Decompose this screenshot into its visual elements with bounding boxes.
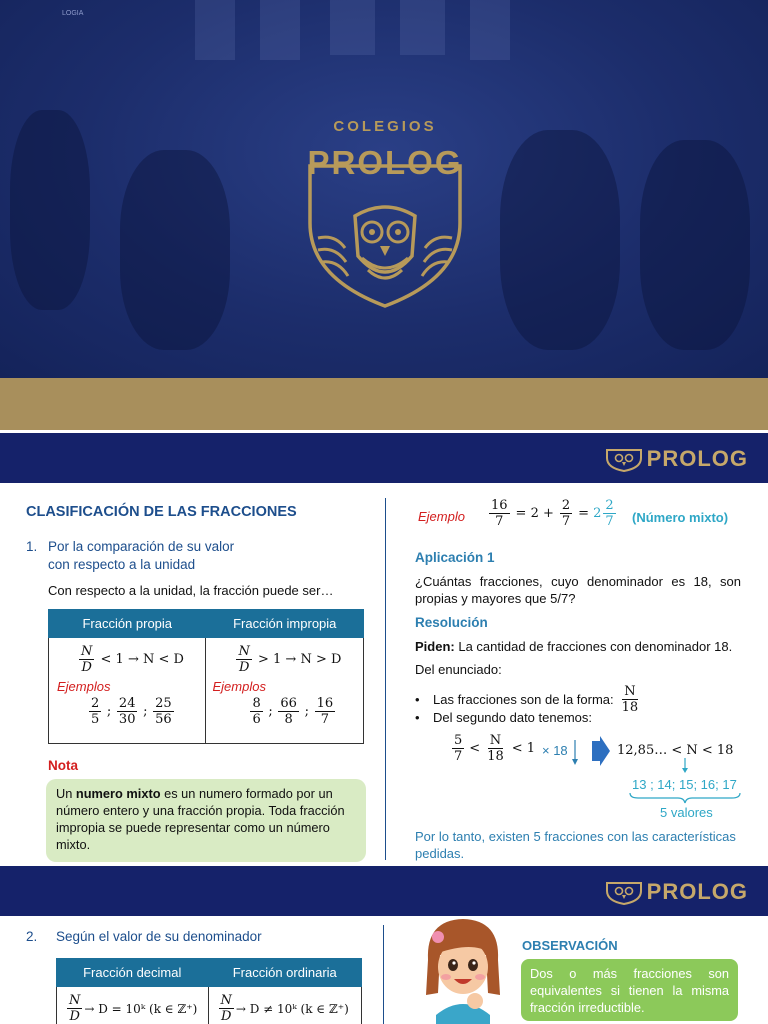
intro-text: Con respecto a la unidad, la fracción puede ser… [48, 583, 334, 598]
col-header-decimal: Fracción decimal [57, 959, 209, 987]
subsection-title-line2: con respecto a la unidad [48, 557, 196, 572]
brand-top-text: COLEGIOS [333, 118, 437, 135]
fraction-type-table [48, 609, 364, 744]
fraction-2-7: $\frac{2}{7}$ [561, 498, 571, 529]
small-down-arrow-icon [680, 758, 690, 774]
example-fraction: $\frac{66}{8}$ [280, 696, 297, 727]
example-fraction: $\frac{2}{5}$ [91, 696, 100, 727]
nota-box [46, 779, 366, 862]
background-figure [120, 150, 230, 350]
tiny-sign: LOGIA [62, 10, 84, 17]
multiply-by-18: × 18 [542, 743, 568, 758]
bullet-forma: • Las fracciones son de la forma: N 18 [415, 684, 639, 715]
background-figure [500, 130, 620, 350]
aplicacion-title: Aplicación 1 [415, 550, 495, 565]
denominator-table [56, 958, 362, 1024]
girl-illustration-icon [418, 915, 508, 1024]
nota-text: Un numero mixto es un numero formado por un número entero y una fracción propia. Toda fracción impropia se puede representar como un número mixto. [56, 786, 345, 852]
section2-title: Según el valor de su denominador [56, 929, 262, 944]
inequality: 5 7 < N 18 < 1 [454, 733, 536, 764]
brand-text: PROLOG [646, 879, 748, 904]
fraction-2-7-teal: 2 7 [605, 498, 614, 529]
values-count: 5 valores [660, 805, 713, 820]
observacion-text: Dos o más fracciones son equivalentes si tienen la misma fracción irreductible. [530, 966, 729, 1015]
rule-ordinaria: N D → D ≠ 10ᵏ (k ∈ ℤ⁺) [220, 993, 349, 1024]
rule-propia: $\frac{N}{D}$ < 1 → N < D [81, 644, 184, 675]
brand-text: PROLOG [646, 446, 748, 471]
resolucion-title: Resolución [415, 615, 488, 630]
cell-impropia [206, 638, 364, 744]
fraction-n-d: N D [220, 993, 232, 1024]
gold-band [0, 378, 768, 430]
ejemplos-label: Ejemplos [57, 679, 111, 694]
background-window [195, 0, 235, 60]
del-enunciado: Del enunciado: [415, 662, 502, 677]
observacion-label: OBSERVACIÓN [522, 938, 618, 953]
mixed-number-example: $\frac{16}{7}$ = 2 + $\frac{2}{7}$ = 2 2 7 [491, 498, 614, 529]
background-window [330, 0, 375, 55]
example-fraction: $\frac{24}{30}$ [118, 696, 136, 727]
cell-propia [49, 638, 206, 744]
section2-number: 2. [26, 929, 38, 944]
colegios-prolog-logo [300, 118, 470, 308]
brand-main-text: PROLOG [307, 144, 463, 181]
rule-decimal: N D → D = 10ᵏ (k ∈ ℤ⁺) [69, 993, 198, 1024]
example-fraction: $\frac{16}{7}$ [316, 696, 334, 727]
fraction-n-18: N 18 [487, 733, 504, 764]
background-window [400, 0, 445, 55]
section-title: CLASIFICACIÓN DE LAS FRACCIONES [26, 504, 297, 520]
owl-logo-icon [605, 879, 643, 905]
fraction-n-d: $\frac{N}{D}$ [238, 644, 250, 675]
background-window [470, 0, 510, 60]
col-header-ordinaria: Fracción ordinaria [208, 959, 362, 987]
fraction-5-7: 5 7 [454, 733, 463, 764]
header-band [0, 866, 768, 916]
question-text: ¿Cuántas fracciones, cuyo denominador es 18, son propias y mayores que 5/7? [415, 574, 741, 606]
background-window [260, 0, 300, 60]
fraction-n-18: N 18 [621, 684, 639, 715]
fraction-16-7: $\frac{16}{7}$ [491, 498, 508, 529]
observacion-box [521, 959, 738, 1021]
header-brand [605, 878, 748, 906]
cell-ordinaria [208, 987, 362, 1024]
conclusion-text: Por lo tanto, existen 5 fracciones con las características pedidas. [415, 829, 736, 861]
rule-impropia: $\frac{N}{D}$ > 1 → N > D [238, 644, 342, 675]
background-figure [10, 110, 90, 310]
header-band [0, 433, 768, 483]
hero-banner [0, 0, 768, 378]
fraction-n-d: N D [69, 993, 81, 1024]
piden-text: Piden: La cantidad de fracciones con denominador 18. [415, 639, 733, 654]
example-fraction: $\frac{8}{6}$ [252, 696, 261, 727]
column-divider [385, 498, 386, 860]
brace-icon [628, 792, 742, 804]
column-divider [383, 925, 384, 1024]
mixed-number-note: (Número mixto) [632, 510, 729, 525]
subsection-number: 1. [26, 539, 38, 554]
ejemplos-label: Ejemplos [212, 679, 266, 694]
header-brand [605, 445, 748, 473]
col-header-impropia: Fracción impropia [206, 610, 364, 638]
subsection-title-line1: Por la comparación de su valor [48, 539, 235, 554]
examples-propia: $\frac{2}{5}$ ; $\frac{24}{30}$ ; $\frac{25}{56}$ [91, 696, 172, 727]
bullet-segundo-dato: • Del segundo dato tenemos: [415, 710, 592, 725]
background-figure [640, 140, 750, 350]
down-arrow-icon [570, 740, 580, 766]
owl-logo-icon [605, 446, 643, 472]
inequality-result: 12,85… < N < 18 [617, 743, 734, 758]
cell-decimal [57, 987, 209, 1024]
example-fraction: $\frac{25}{56}$ [155, 696, 172, 727]
nota-label: Nota [48, 758, 78, 773]
fraction-n-d: $\frac{N}{D}$ [81, 644, 93, 675]
values-list: 13 ; 14; 15; 16; 17 [632, 777, 737, 792]
ejemplo-label: Ejemplo [418, 509, 465, 524]
col-header-propia: Fracción propia [49, 610, 206, 638]
right-arrow-icon [592, 736, 610, 766]
examples-impropia: $\frac{8}{6}$ ; $\frac{66}{8}$ ; $\frac{16}{7}$ [252, 696, 334, 727]
